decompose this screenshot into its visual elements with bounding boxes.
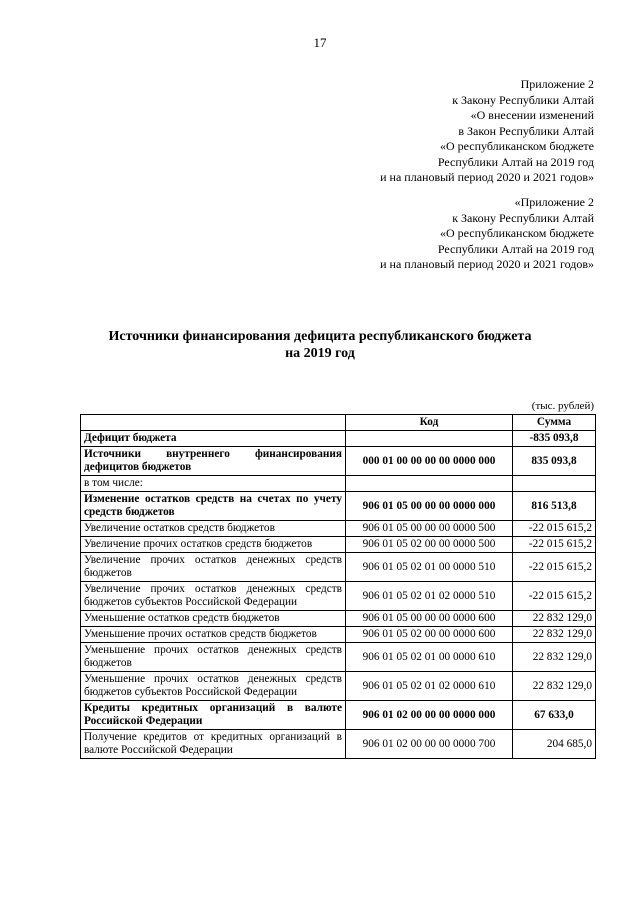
sum-cell bbox=[513, 476, 596, 492]
appendix-line: Приложение 2 bbox=[520, 77, 594, 91]
table-row bbox=[81, 643, 596, 672]
code-cell: 906 01 05 00 00 00 0000 000 bbox=[346, 492, 513, 521]
code-cell: 906 01 05 02 00 00 0000 600 bbox=[346, 627, 513, 643]
appendix-line: «О республиканском бюджете bbox=[439, 226, 594, 240]
title-line: Источники финансирования дефицита республиканского бюджета bbox=[108, 329, 532, 344]
header-name-cell bbox=[81, 415, 346, 431]
appendix-line: к Закону Республики Алтай bbox=[452, 210, 594, 225]
sum-cell: -22 015 615,2 bbox=[513, 553, 596, 582]
name-cell: Изменение остатков средств на счетах по учету средств бюджетов bbox=[81, 492, 346, 521]
title-line: на 2019 год bbox=[285, 346, 355, 361]
document-title bbox=[80, 328, 560, 362]
table-row bbox=[81, 476, 596, 492]
appendix-line: и на плановый период 2020 и 2021 годов» bbox=[380, 170, 594, 184]
sum-cell: 22 832 129,0 bbox=[513, 627, 596, 643]
sum-cell: -835 093,8 bbox=[513, 431, 596, 447]
table-row bbox=[81, 627, 596, 643]
sum-cell: -22 015 615,2 bbox=[513, 521, 596, 537]
table-row bbox=[81, 611, 596, 627]
code-cell: 906 01 05 02 01 00 0000 610 bbox=[346, 643, 513, 672]
name-cell: в том числе: bbox=[81, 476, 346, 492]
code-cell bbox=[346, 431, 513, 447]
sum-cell: 67 633,0 bbox=[513, 701, 596, 730]
name-cell: Увеличение остатков средств бюджетов bbox=[81, 521, 346, 537]
sum-cell: 22 832 129,0 bbox=[513, 672, 596, 701]
appendix-line: Республики Алтай на 2019 год bbox=[437, 154, 594, 169]
code-cell: 000 01 00 00 00 00 0000 000 bbox=[346, 447, 513, 476]
code-cell: 906 01 05 00 00 00 0000 600 bbox=[346, 611, 513, 627]
name-cell: Получение кредитов от кредитных организаций в валюте Российской Федерации bbox=[81, 730, 346, 759]
sum-cell: 22 832 129,0 bbox=[513, 643, 596, 672]
table-row bbox=[81, 431, 596, 447]
table-row bbox=[81, 521, 596, 537]
sum-cell: 204 685,0 bbox=[513, 730, 596, 759]
name-cell: Уменьшение остатков средств бюджетов bbox=[81, 611, 346, 627]
code-cell: 906 01 05 02 01 02 0000 510 bbox=[346, 582, 513, 611]
name-cell: Увеличение прочих остатков денежных средств бюджетов субъектов Российской Федерации bbox=[81, 582, 346, 611]
header-code-cell: Код bbox=[346, 415, 513, 431]
sum-cell: -22 015 615,2 bbox=[513, 537, 596, 553]
appendix-line: «О республиканском бюджете bbox=[439, 139, 594, 153]
budget-sources-table bbox=[80, 414, 596, 759]
name-cell: Уменьшение прочих остатков денежных средств бюджетов bbox=[81, 643, 346, 672]
name-cell: Увеличение прочих остатков средств бюджетов bbox=[81, 537, 346, 553]
code-cell: 906 01 02 00 00 00 0000 700 bbox=[346, 730, 513, 759]
name-cell: Кредиты кредитных организаций в валюте Российской Федерации bbox=[81, 701, 346, 730]
name-cell: Увеличение прочих остатков денежных средств бюджетов bbox=[81, 553, 346, 582]
sum-cell: 816 513,8 bbox=[513, 492, 596, 521]
units-label: (тыс. рублей) bbox=[531, 400, 594, 412]
code-cell: 906 01 05 00 00 00 0000 500 bbox=[346, 521, 513, 537]
appendix-line: Республики Алтай на 2019 год bbox=[437, 241, 594, 256]
code-cell: 906 01 05 02 01 02 0000 610 bbox=[346, 672, 513, 701]
name-cell: Уменьшение прочих остатков денежных средств бюджетов субъектов Российской Федерации bbox=[81, 672, 346, 701]
table-row bbox=[81, 553, 596, 582]
sum-cell: -22 015 615,2 bbox=[513, 582, 596, 611]
sum-cell: 22 832 129,0 bbox=[513, 611, 596, 627]
table-body bbox=[81, 415, 596, 759]
code-cell: 906 01 02 00 00 00 0000 000 bbox=[346, 701, 513, 730]
code-cell: 906 01 05 02 01 00 0000 510 bbox=[346, 553, 513, 582]
appendix-line: «О внесении изменений bbox=[470, 108, 594, 122]
table-row bbox=[81, 701, 596, 730]
table-row bbox=[81, 730, 596, 759]
sum-cell: 835 093,8 bbox=[513, 447, 596, 476]
appendix-line: «Приложение 2 bbox=[514, 195, 594, 209]
table-row bbox=[81, 672, 596, 701]
appendix-line: и на плановый период 2020 и 2021 годов» bbox=[380, 257, 594, 271]
table-row bbox=[81, 447, 596, 476]
page-number: 17 bbox=[313, 35, 327, 50]
name-cell: Источники внутреннего финансирования дефицитов бюджетов bbox=[81, 447, 346, 476]
appendix-note-budget-law bbox=[380, 195, 594, 273]
code-cell bbox=[346, 476, 513, 492]
table-row bbox=[81, 537, 596, 553]
name-cell: Дефицит бюджета bbox=[81, 431, 346, 447]
appendix-note-amendment bbox=[380, 77, 594, 186]
table-row bbox=[81, 492, 596, 521]
appendix-line: в Закон Республики Алтай bbox=[458, 123, 594, 138]
header-sum-cell: Сумма bbox=[513, 415, 596, 431]
name-cell: Уменьшение прочих остатков средств бюджетов bbox=[81, 627, 346, 643]
table-row bbox=[81, 582, 596, 611]
appendix-line: к Закону Республики Алтай bbox=[452, 92, 594, 107]
table-header-row bbox=[81, 415, 596, 431]
code-cell: 906 01 05 02 00 00 0000 500 bbox=[346, 537, 513, 553]
